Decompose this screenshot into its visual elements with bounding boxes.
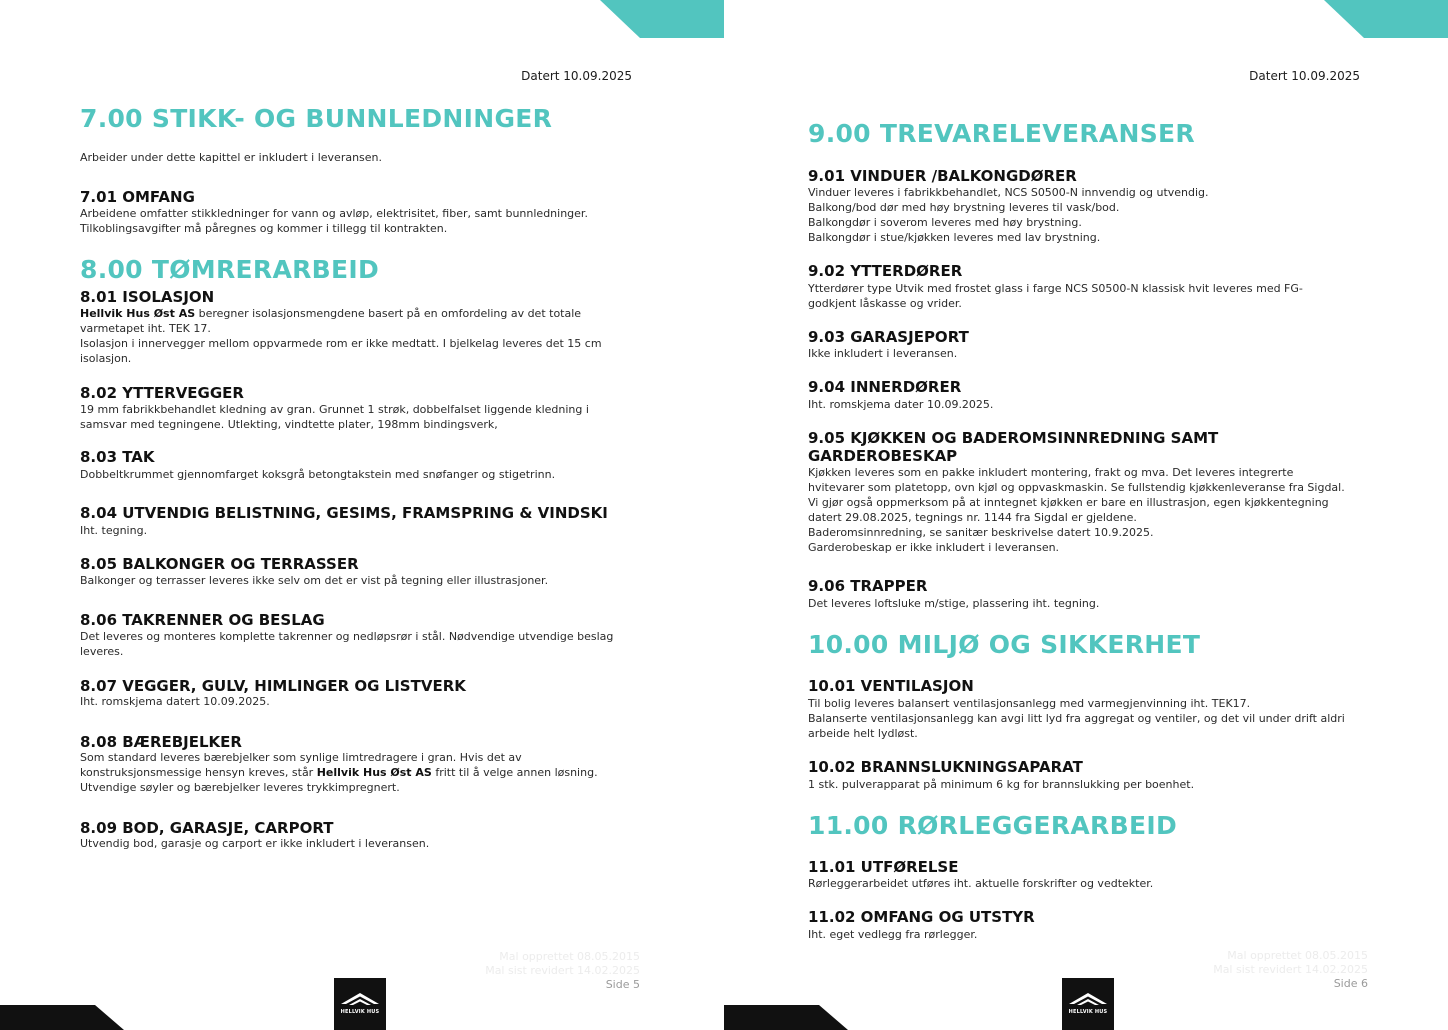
subsection-text: Det leveres loftsluke m/stige, plassering iht. tegning. — [808, 597, 1100, 610]
house-roof-icon — [1062, 978, 1114, 1030]
subsection-text: Hellvik Hus Øst AS beregner isolasjonsmengdene basert på en omfordeling av det totale varmetapet iht. TEK 17. Isolasjon i innervegger mellom oppvarmede rom er ikke medtatt. I bjelkelag leveres det 15 cm isolasjon. — [80, 307, 602, 365]
subsection-text: Ikke inkludert i leveransen. — [808, 347, 958, 360]
subsection-title: 9.01 VINDUER /BALKONGDØRER — [808, 167, 1077, 185]
subsection-title: 8.05 BALKONGER OG TERRASSER — [80, 555, 359, 573]
logo-text: HELLVIK HUS — [340, 1009, 380, 1015]
subsection-title: 9.02 YTTERDØRER — [808, 262, 963, 280]
template-created: Mal opprettet 08.05.2015 — [1227, 949, 1368, 962]
subsection-text: Utvendig bod, garasje og carport er ikke inkludert i leveransen. — [80, 837, 430, 850]
subsection-text: Vinduer leveres i fabrikkbehandlet, NCS S0500-N innvendig og utvendig. Balkong/bod dør med høy brystning leveres til vask/bod. Balkongdør i soverom leveres med høy brystning. Balkongdør i stue/kjøkken leveres med lav brystning. — [808, 186, 1209, 244]
subsection-title: 7.01 OMFANG — [80, 188, 195, 206]
hellvik-hus-logo — [1062, 978, 1114, 1030]
subsection-text: Iht. tegning. — [80, 524, 148, 537]
logo-text: HELLVIK HUS — [1068, 1009, 1108, 1015]
subsection-text: Ytterdører type Utvik med frostet glass i farge NCS S0500-N klassisk hvit leveres med FG-godkjent låskasse og vrider. — [808, 282, 1303, 310]
document-date: Datert 10.09.2025 — [1249, 69, 1360, 83]
subsection-title: 9.05 KJØKKEN OG BADEROMSINNREDNING SAMT GARDEROBESKAP — [808, 429, 1219, 465]
subsection-text: Dobbeltkrummet gjennomfarget koksgrå betongtakstein med snøfanger og stigetrinn. — [80, 468, 556, 481]
subsection-text: Det leveres og monteres komplette takrenner og nedløpsrør i stål. Nødvendige utvendige beslag leveres. — [80, 630, 614, 658]
subsection-title: 8.06 TAKRENNER OG BESLAG — [80, 611, 325, 629]
corner-decoration-top — [600, 0, 724, 38]
subsection-text: Iht. romskjema datert 10.09.2025. — [80, 695, 270, 708]
subsection-title: 10.02 BRANNSLUKNINGSAPARAT — [808, 758, 1083, 776]
section-heading-11: 11.00 RØRLEGGERARBEID — [808, 811, 1177, 840]
subsection-title: 11.01 UTFØRELSE — [808, 858, 959, 876]
hellvik-hus-logo — [334, 978, 386, 1030]
subsection-title: 11.02 OMFANG OG UTSTYR — [808, 908, 1035, 926]
page-number: Side 6 — [1333, 977, 1368, 990]
subsection-title: 8.02 YTTERVEGGER — [80, 384, 244, 402]
section-heading-8: 8.00 TØMRERARBEID — [80, 255, 380, 284]
section-heading-7: 7.00 STIKK- OG BUNNLEDNINGER — [80, 104, 553, 133]
subsection-text: Iht. romskjema dater 10.09.2025. — [808, 398, 994, 411]
document-page-6 — [724, 0, 1448, 1030]
subsection-title: 9.06 TRAPPER — [808, 577, 928, 595]
subsection-title: 8.07 VEGGER, GULV, HIMLINGER OG LISTVERK — [80, 677, 466, 695]
subsection-text: Rørleggerarbeidet utføres iht. aktuelle forskrifter og vedtekter. — [808, 877, 1154, 890]
subsection-title: 8.04 UTVENDIG BELISTNING, GESIMS, FRAMSPRING & VINDSKI — [80, 504, 608, 522]
house-roof-icon — [334, 978, 386, 1030]
subsection-title: 8.01 ISOLASJON — [80, 288, 215, 306]
template-revised: Mal sist revidert 14.02.2025 — [485, 964, 640, 977]
corner-decoration-bottom — [0, 1005, 124, 1030]
company-name: Hellvik Hus Øst AS — [316, 766, 432, 779]
subsection-text: Som standard leveres bærebjelker som synlige limtredragere i gran. Hvis det av konstruksjonsmessige hensyn kreves, står Hellvik Hus Øst AS fritt til å velge annen løsning. Utvendige søyler og bærebjelker leveres trykkimpregnert. — [80, 751, 598, 794]
template-created: Mal opprettet 08.05.2015 — [499, 950, 640, 963]
section-heading-10: 10.00 MILJØ OG SIKKERHET — [808, 630, 1201, 659]
subsection-title: 8.03 TAK — [80, 448, 155, 466]
document-date: Datert 10.09.2025 — [521, 69, 632, 83]
page-footer — [1213, 949, 1368, 991]
subsection-title: 9.03 GARASJEPORT — [808, 328, 969, 346]
template-revised: Mal sist revidert 14.02.2025 — [1213, 963, 1368, 976]
subsection-text: 19 mm fabrikkbehandlet kledning av gran. Grunnet 1 strøk, dobbelfalset liggende kledning i samsvar med tegningene. Utlekting, vindtette plater, 198mm bindingsverk, — [80, 403, 589, 431]
section-heading-9: 9.00 TREVARELEVERANSER — [808, 119, 1195, 148]
section-intro: Arbeider under dette kapittel er inkludert i leveransen. — [80, 151, 383, 164]
subsection-title: 8.09 BOD, GARASJE, CARPORT — [80, 819, 334, 837]
corner-decoration-bottom — [724, 1005, 848, 1030]
subsection-text: Iht. eget vedlegg fra rørlegger. — [808, 928, 978, 941]
subsection-title: 10.01 VENTILASJON — [808, 677, 974, 695]
subsection-title: 8.08 BÆREBJELKER — [80, 733, 242, 751]
subsection-text: 1 stk. pulverapparat på minimum 6 kg for brannslukking per boenhet. — [808, 778, 1195, 791]
company-name: Hellvik Hus Øst AS — [80, 307, 196, 320]
subsection-text: Til bolig leveres balansert ventilasjonsanlegg med varmegjenvinning iht. TEK17. Balanserte ventilasjonsanlegg kan avgi litt lyd fra aggregat og ventiler, og det vil under drift aldri arbeide helt lydløst. — [808, 697, 1345, 740]
subsection-title: 9.04 INNERDØRER — [808, 378, 962, 396]
corner-decoration-top — [1324, 0, 1448, 38]
page-footer — [485, 950, 640, 992]
page-number: Side 5 — [605, 978, 640, 991]
subsection-text: Arbeidene omfatter stikkledninger for vann og avløp, elektrisitet, fiber, samt bunnledninger. Tilkoblingsavgifter må påregnes og kommer i tillegg til kontrakten. — [80, 207, 588, 235]
subsection-text: Kjøkken leveres som en pakke inkludert montering, frakt og mva. Det leveres integrerte hvitevarer som platetopp, ovn kjøl og oppvaskmaskin. Se fullstendig kjøkkenleveranse fra Sigdal. Vi gjør også oppmerksom på at inntegnet kjøkken er bare en illustrasjon, egen kjøkkentegning datert 29.08.2025, tegnings nr. 1144 fra Sigdal er gjeldene. Baderomsinnredning, se sanitær beskrivelse datert 10.9.2025. Garderobeskap er ikke inkludert i leveransen. — [808, 466, 1345, 554]
subsection-text: Balkonger og terrasser leveres ikke selv om det er vist på tegning eller illustrasjoner. — [80, 574, 549, 587]
